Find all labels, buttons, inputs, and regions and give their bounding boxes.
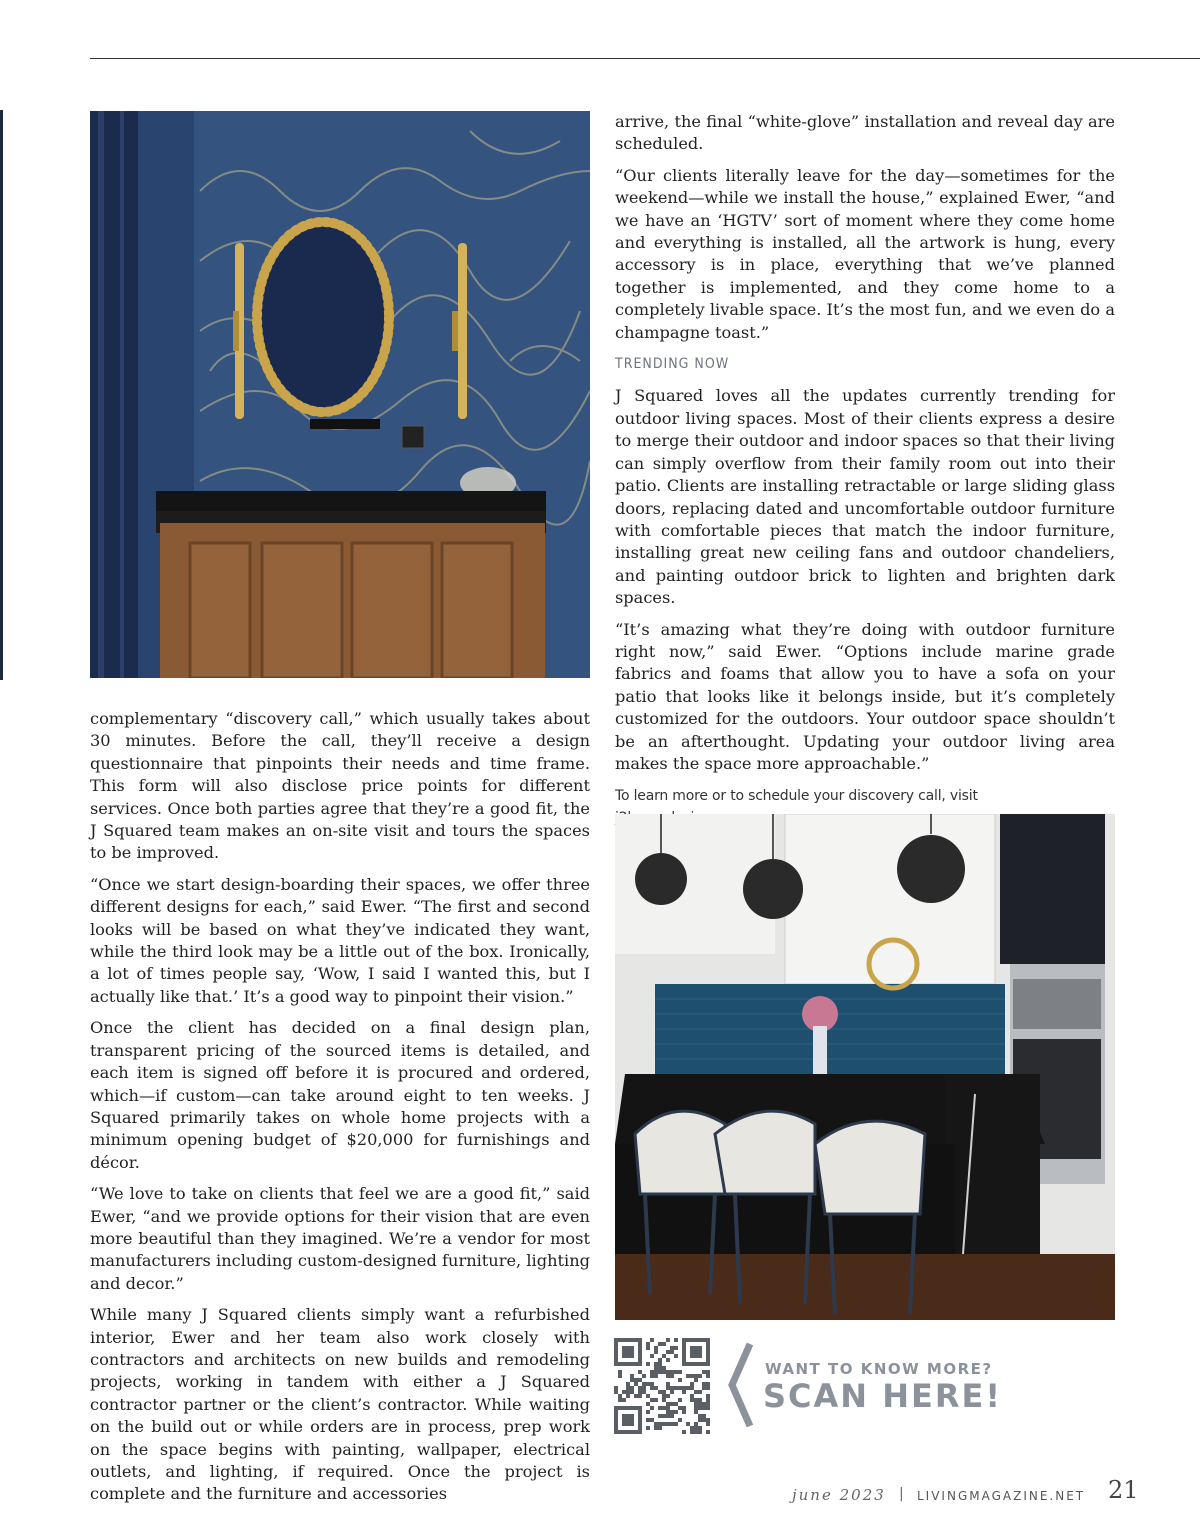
magazine-website[interactable]: LIVINGMAGAZINE.NET <box>917 1489 1086 1503</box>
left-article-column <box>90 708 590 1515</box>
page-edge-strip <box>0 110 3 680</box>
paragraph: arrive, the final “white-glove” installation and reveal day are scheduled. <box>615 112 1115 154</box>
callout-title: SCAN HERE! <box>763 1377 1002 1415</box>
paragraph: J Squared loves all the updates currently trending for outdoor living spaces. Most of their clients express a desire to merge their outdoor and indoor spaces so that their living can simply overflow from their family room out into their patio. Clients are installing retractable or large sliding glass doors, replacing dated and uncomfortable outdoor furniture with comfortable pieces that match the indoor furniture, installing great new ceiling fans and outdoor chandeliers, and painting outdoor brick to lighten and brighten dark spaces. <box>615 386 1115 608</box>
paragraph: “We love to take on clients that feel we are a good fit,” said Ewer, “and we provide options for their vision that are even more beautiful than they imagined. We’re a vendor for most manufacturers including custom-designed furniture, lighting and decor.” <box>90 1184 590 1293</box>
paragraph: “It’s amazing what they’re doing with outdoor furniture right now,” said Ewer. “Options include marine grade fabrics and foams that allow you to have a sofa on your patio that looks like it belongs inside, but it’s completely customized for the outdoors. Your outdoor space shouldn’t be an afterthought. Updating your outdoor living area makes the space more approachable.” <box>615 619 1115 773</box>
callout-subtitle: WANT TO KNOW MORE? <box>765 1360 993 1378</box>
right-article-column <box>615 111 1115 851</box>
qr-code[interactable] <box>614 1338 710 1434</box>
section-subhead: TRENDING NOW <box>615 356 730 373</box>
chevron-left-icon <box>724 1340 756 1430</box>
paragraph: While many J Squared clients simply want a refurbished interior, Ewer and her team also work closely with contractors and architects on new builds and remodeling projects, working in tandem with either a J Squared contractor partner or the client’s contractor. While waiting on the build out or while orders are in process, prep work on the space begins with painting, wallpaper, electrical outlets, and lighting, if required. Once the project is complete and the furniture and accessories <box>90 1305 590 1504</box>
paragraph: “Once we start design-boarding their spaces, we offer three different designs for each,” said Ewer. “The first and second looks will be based on what they’ve indicated they want, while the third look may be a little out of the box. Ironically, a lot of times people say, ‘Wow, I said I wanted this, but I actually like that.’ It’s a good way to pinpoint their vision.” <box>90 874 590 1006</box>
footer-separator: | <box>899 1486 904 1502</box>
paragraph: Once the client has decided on a final design plan, transparent pricing of the sourced items is detailed, and each item is signed off before it is procured and ordered, which—if custom—can take around eight to ten weeks. J Squared primarily takes on whole home projects with a minimum opening budget of $20,000 for furnishings and décor. <box>90 1018 590 1172</box>
powder-room-photo <box>90 111 590 678</box>
website-line: To learn more or to schedule your discovery call, visit <box>615 788 978 805</box>
page-number: 21 <box>1108 1476 1139 1504</box>
paragraph: “Our clients literally leave for the day—sometimes for the weekend—while we install the house,” explained Ewer, “and we have an ‘HGTV’ sort of moment where they come home and everything is installed, all the artwork is hung, every accessory is in place, everything that we’ve planned together is implemented, and they come home to a completely livable space. It’s the most fun, and we even do a champagne toast.” <box>615 165 1115 342</box>
paragraph: complementary “discovery call,” which usually takes about 30 minutes. Before the call, they’ll receive a design questionnaire that pinpoints their needs and time frame. This form will also disclose price points for different services. Once both parties agree that they’re a good fit, the J Squared team makes an on-site visit and tours the spaces to be improved. <box>90 709 590 863</box>
kitchen-photo <box>615 814 1115 1320</box>
issue-date: june 2023 <box>792 1486 886 1504</box>
header-rule <box>90 58 1200 59</box>
